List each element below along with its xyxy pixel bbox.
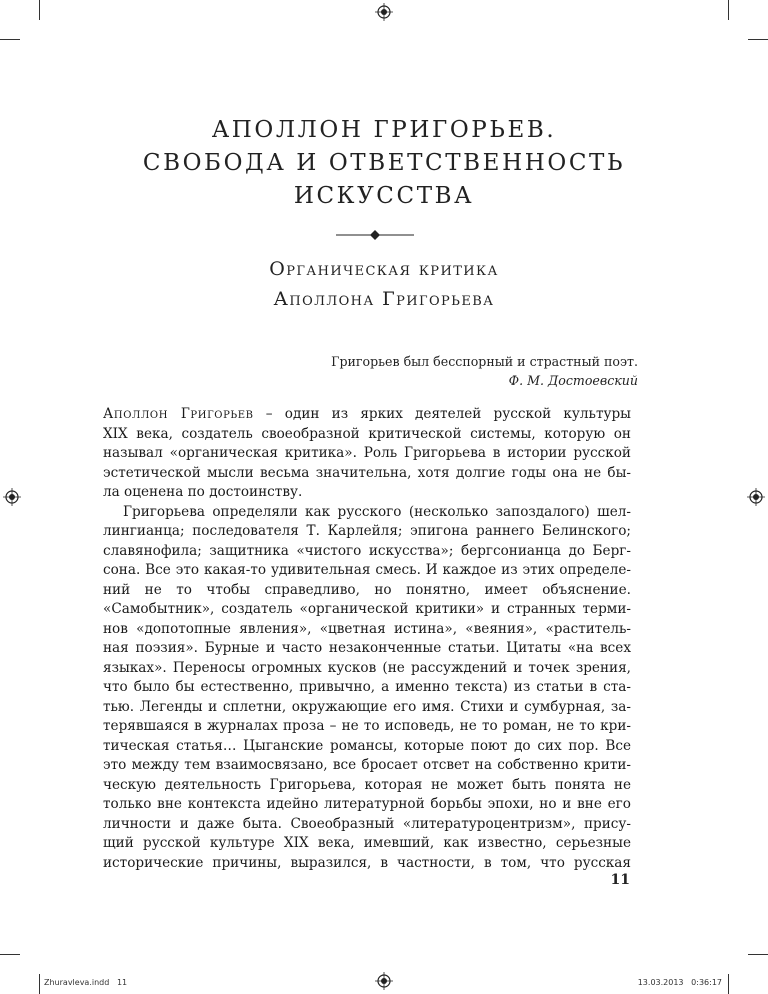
chapter-title-line: ИСКУССТВА: [293, 183, 475, 209]
lead-words: Аполлон Григорьев: [103, 406, 254, 422]
chapter-title-line: АПОЛЛОН ГРИГОРЬЕВ.: [211, 117, 557, 143]
crop-mark-top-left-v: [39, 0, 40, 20]
text-line: лингианца; последователя Т. Карлейля; эпигона раннего Белинского;: [103, 523, 631, 539]
text-line: XIX века, создатель своеобразной критической системы, которую он: [103, 425, 631, 442]
text-line: ная поэзия». Бурные и часто незаконченные статьи. Цитаты «на всех: [103, 640, 631, 656]
crop-mark-bottom-right-v: [728, 974, 729, 994]
slug-file: Zhuravleva.indd 11: [44, 978, 128, 987]
registration-mark-icon: [3, 488, 21, 506]
registration-mark-icon: [375, 972, 393, 990]
registration-mark-icon: [747, 488, 765, 506]
text-line: ла оценена по достоинству.: [103, 484, 303, 500]
epigraph: [331, 352, 638, 390]
chapter-title: [0, 114, 768, 213]
section-title-line: Аполлона Григорьева: [273, 288, 495, 310]
epigraph-author: Ф. М. Достоевский: [508, 373, 638, 388]
text-line: тью. Легенды и сплетни, окружающие его имя. Стихи и сумбурная, за-: [103, 698, 631, 715]
text-line: языках». Переносы огромных кусков (не рассуждений и точек зрения,: [103, 659, 631, 676]
crop-mark-bottom-left-v: [39, 974, 40, 994]
page-number: 11: [610, 872, 630, 888]
text-line: исторические причины, выразился, в частности, в том, что русская: [103, 854, 631, 871]
chapter-title-line: СВОБОДА И ОТВЕТСТВЕННОСТЬ: [142, 150, 626, 176]
text-line: эстетической мысли весьма значительна, хотя долгие годы она не бы-: [103, 464, 631, 481]
text-line: славянофила; защитника «чистого искусства»; бергсонианца до Берг-: [103, 542, 631, 559]
text-line: Григорьева определяли как русского (несколько запоздалого) шел-: [123, 503, 631, 520]
crop-mark-bottom-left-h: [0, 954, 20, 955]
text-line: что было бы естественно, привычно, а именно текста) из статьи в ста-: [103, 679, 631, 695]
ornament-divider-icon: [336, 226, 414, 238]
text-line: сона. Все это какая-то удивительная смесь. И каждое из этих определе-: [103, 562, 631, 578]
crop-mark-bottom-right-h: [748, 954, 768, 955]
section-title: [0, 254, 768, 314]
crop-mark-top-left-h: [0, 39, 20, 40]
text-line: только вне контекста идейно литературной борьбы эпохи, но и вне его: [103, 796, 631, 812]
text-line: «Самобытник», создатель «органической критики» и странных терми-: [103, 601, 631, 617]
slug-timestamp: 13.03.2013 0:36:17: [637, 978, 722, 987]
text-line: Аполлон Григорьев – один из ярких деятелей русской культуры: [103, 406, 631, 422]
body-text: [103, 405, 631, 873]
text-line: ческую деятельность Григорьева, которая не может быть понята не: [103, 776, 631, 793]
text-line: ний не то чтобы справедливо, но понятно, имеет объяснение.: [103, 581, 631, 598]
text-line: это между тем взаимосвязано, все бросает отсвет на собственно крити-: [103, 757, 631, 773]
text-line: называл «органическая критика». Роль Григорьева в истории русской: [103, 445, 631, 461]
section-title-line: Органическая критика: [269, 258, 499, 280]
text-line: нов «допотопные явления», «цветная истина», «веяния», «раститель-: [103, 620, 631, 637]
crop-mark-top-right-h: [748, 39, 768, 40]
epigraph-text: Григорьев был бесспорный и страстный поэт.: [331, 354, 638, 369]
crop-mark-top-right-v: [728, 0, 729, 20]
text-line: тическая статья… Цыганские романсы, которые поют до сих пор. Все: [103, 737, 631, 754]
registration-mark-icon: [375, 3, 393, 21]
text-line: личности и даже быта. Своеобразный «литературоцентризм», прису-: [103, 815, 631, 832]
text-line: щий русской культуре XIX века, имевший, как известно, серьезные: [103, 835, 631, 851]
text-line: терявшаяся в журналах проза – не то исповедь, не то роман, не то кри-: [103, 718, 631, 734]
